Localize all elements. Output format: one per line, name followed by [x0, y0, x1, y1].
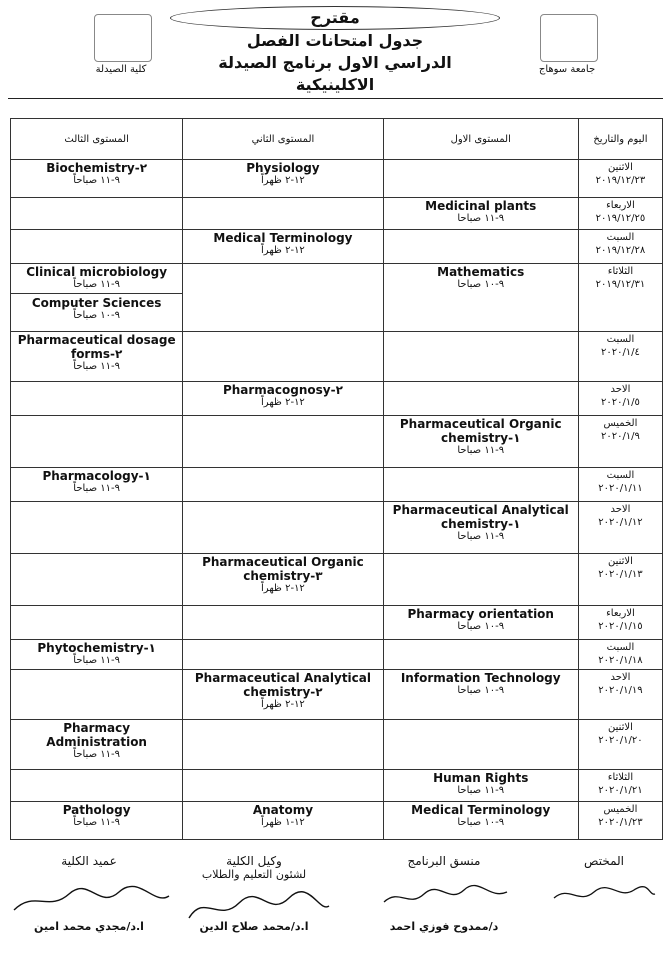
level-1-cell [383, 382, 578, 416]
date-cell [578, 606, 662, 640]
level-2-cell [183, 416, 383, 468]
level-3-cell [11, 198, 183, 230]
level-3-cell [11, 502, 183, 554]
signature-scribble [4, 880, 174, 920]
signature-area [0, 854, 669, 954]
day-label: الاثنين [607, 162, 633, 173]
date-value: ٢٠٢٠/١/٥ [600, 397, 640, 408]
exam-time: ٩-١٠ صباحا [457, 817, 505, 828]
header-rule [8, 98, 663, 99]
level-3-cell [11, 640, 183, 670]
subject-name: Human Rights [433, 771, 529, 785]
subject-name: Pharmacology-١ [42, 469, 151, 483]
table-row [11, 468, 663, 502]
level-1-cell [383, 802, 578, 840]
date-cell [578, 554, 662, 606]
level-2-cell [183, 382, 383, 416]
faculty-logo [94, 14, 152, 62]
table-row [11, 198, 663, 230]
level-2-cell [183, 502, 383, 554]
level-2-cell [183, 802, 383, 840]
date-cell [578, 198, 662, 230]
proposal-mark: مقترح [170, 6, 500, 30]
date-value: ٢٠٢٠/١/٩ [600, 431, 640, 442]
exam-time: ٩-١١ صباحاً [73, 749, 120, 760]
day-label: السبت [606, 642, 635, 653]
subject-name: Information Technology [400, 671, 561, 685]
subject-name: Pharmaceutical dosage forms-٢ [17, 333, 176, 361]
exam-time: ٩-١١ صباحا [457, 445, 505, 456]
level-1-cell [383, 670, 578, 720]
level-2-cell [183, 554, 383, 606]
date-value: ٢٠١٩/١٢/٢٥ [595, 213, 646, 224]
day-label: الثلاثاء [607, 772, 634, 783]
table-row [11, 606, 663, 640]
level-1-cell [383, 230, 578, 264]
subject-name: Clinical microbiology [26, 265, 168, 279]
level-2-cell [183, 160, 383, 198]
exam-time: ٩-١١ صباحاً [73, 279, 120, 290]
coordinator-signature: منسق البرنامج د/ممدوح فوزي احمد [369, 854, 519, 934]
level-2-cell [183, 720, 383, 770]
level-2-cell [183, 468, 383, 502]
exam-time: ١٢-٢ ظهراً [261, 583, 305, 594]
subject-name: Pharmacognosy-٢ [222, 383, 343, 397]
vice-dean-signature: وكيل الكلية لشئون التعليم والطلاب ا.د/محمد صلاح الدين [169, 854, 339, 934]
subject-name: Pharmacy Administration [46, 721, 147, 749]
date-value: ٢٠٢٠/١/١٣ [598, 569, 643, 580]
level-2-cell [183, 670, 383, 720]
day-label: الخميس [603, 804, 638, 815]
level-3-cell [11, 230, 183, 264]
day-label: الاثنين [607, 722, 633, 733]
table-row [11, 554, 663, 606]
table-header-row [11, 119, 663, 160]
subject-name: Pharmaceutical Analytical chemistry-٢ [194, 671, 371, 699]
document-title [170, 6, 500, 96]
exam-time: ٩-١١ صباحا [457, 785, 505, 796]
day-label: السبت [606, 232, 635, 243]
header-level-2: المستوى الثاني [183, 119, 383, 160]
level-2-cell [183, 332, 383, 382]
signature-scribble [169, 888, 339, 928]
level-1-cell [383, 640, 578, 670]
title-line-3: الاكلينيكية [295, 75, 375, 94]
subject-name: Medicinal plants [425, 199, 537, 213]
level-3-cell [11, 468, 183, 502]
date-cell [578, 502, 662, 554]
signature-scribble [369, 880, 519, 914]
date-cell [578, 670, 662, 720]
exam-time: ١٢-١ ظهراً [261, 817, 305, 828]
date-value: ٢٠٢٠/١/١٢ [598, 517, 643, 528]
date-cell [578, 802, 662, 840]
title-line-1: جدول امتحانات الفصل [246, 31, 424, 50]
date-cell [578, 640, 662, 670]
exam-time: ٩-١٠ صباحا [457, 621, 505, 632]
level-3-cell [11, 332, 183, 382]
day-label: الخميس [603, 418, 638, 429]
subject-name: Pathology [62, 803, 131, 817]
exam-time: ٩-١١ صباحاً [73, 175, 120, 186]
subject-name: Computer Sciences [31, 296, 162, 310]
level-3-cell [11, 416, 183, 468]
subject-name: Biochemistry-٢ [46, 161, 148, 175]
university-logo [540, 14, 598, 62]
header-date: اليوم والتاريخ [578, 119, 662, 160]
date-value: ٢٠٢٠/١/٤ [600, 347, 640, 358]
level-2-cell [183, 264, 383, 332]
date-cell [578, 720, 662, 770]
date-value: ٢٠٢٠/١/١٥ [598, 621, 643, 632]
date-cell [578, 160, 662, 198]
exam-time: ٩-١١ صباحاً [73, 817, 120, 828]
day-label: السبت [606, 334, 635, 345]
day-label: الاحد [610, 504, 631, 515]
level-1-cell [383, 502, 578, 554]
second-exam [11, 293, 182, 322]
exam-schedule-table [10, 118, 663, 840]
level-1-cell [383, 606, 578, 640]
faculty-caption: كلية الصيدلة [95, 64, 147, 75]
date-value: ٢٠٢٠/١/١٩ [598, 685, 643, 696]
table-row [11, 160, 663, 198]
date-cell [578, 468, 662, 502]
header-level-1: المستوى الاول [383, 119, 578, 160]
subject-name: Pharmacy orientation [407, 607, 554, 621]
date-value: ٢٠٢٠/١/٢٣ [598, 817, 643, 828]
subject-name: Medical Terminology [411, 803, 551, 817]
date-cell [578, 416, 662, 468]
signature-scribble [549, 880, 659, 910]
level-2-cell [183, 198, 383, 230]
table-row [11, 332, 663, 382]
exam-time: ٩-١١ صباحا [457, 213, 505, 224]
table-row [11, 502, 663, 554]
level-3-cell [11, 670, 183, 720]
date-value: ٢٠٢٠/١/٢١ [598, 785, 643, 796]
exam-time: ١٢-٢ ظهراً [261, 175, 305, 186]
level-1-cell [383, 554, 578, 606]
day-label: الاثنين [607, 556, 633, 567]
level-3-cell [11, 160, 183, 198]
subject-name: Pharmaceutical Organic chemistry-١ [399, 417, 562, 445]
table-row [11, 802, 663, 840]
header-level-3: المستوى الثالث [11, 119, 183, 160]
table-row [11, 670, 663, 720]
subject-name: Mathematics [437, 265, 525, 279]
exam-time: ١٢-٢ ظهراً [261, 397, 305, 408]
day-label: الاحد [610, 672, 631, 683]
date-value: ٢٠١٩/١٢/٢٣ [595, 175, 646, 186]
day-label: الاربعاء [606, 200, 635, 211]
date-value: ٢٠٢٠/١/٢٠ [598, 735, 643, 746]
university-caption: جامعة سوهاج [538, 64, 596, 75]
date-cell [578, 230, 662, 264]
date-cell [578, 770, 662, 802]
exam-time: ٩-١١ صباحاً [73, 483, 120, 494]
level-3-cell [11, 802, 183, 840]
subject-name: Pharmaceutical Organic chemistry-٣ [202, 555, 364, 583]
table-row [11, 416, 663, 468]
level-1-cell [383, 468, 578, 502]
table-row [11, 230, 663, 264]
table-row [11, 264, 663, 332]
table-row [11, 382, 663, 416]
level-3-cell [11, 264, 183, 332]
date-value: ٢٠٢٠/١/١٨ [598, 655, 643, 666]
table-row [11, 720, 663, 770]
day-label: الاحد [610, 384, 631, 395]
date-cell [578, 382, 662, 416]
level-3-cell [11, 720, 183, 770]
exam-time: ٩-١١ صباحاً [73, 361, 120, 372]
level-3-cell [11, 382, 183, 416]
level-3-cell [11, 554, 183, 606]
exam-time: ٩-١١ صباحا [457, 531, 505, 542]
level-1-cell [383, 332, 578, 382]
subject-name: Anatomy [252, 803, 314, 817]
date-value: ٢٠٢٠/١/١١ [598, 483, 643, 494]
title-line-2: الدراسي الاول برنامج الصيدلة [218, 53, 452, 72]
level-1-cell [383, 416, 578, 468]
level-1-cell [383, 160, 578, 198]
level-3-cell [11, 606, 183, 640]
day-label: الاربعاء [606, 608, 635, 619]
dean-signature: عميد الكلية ا.د/مجدي محمد امين [4, 854, 174, 934]
exam-time: ٩-١٠ صباحا [457, 685, 505, 696]
level-3-cell [11, 770, 183, 802]
date-cell [578, 332, 662, 382]
level-1-cell [383, 770, 578, 802]
date-value: ٢٠١٩/١٢/٢٨ [595, 245, 646, 256]
day-label: السبت [606, 470, 635, 481]
level-2-cell [183, 606, 383, 640]
subject-name: Physiology [246, 161, 320, 175]
subject-name: Medical Terminology [213, 231, 353, 245]
date-value: ٢٠١٩/١٢/٣١ [595, 279, 646, 290]
day-label: الثلاثاء [607, 266, 634, 277]
specialist-signature: المختص [549, 854, 659, 868]
level-2-cell [183, 230, 383, 264]
exam-time: ٩-١٠ صباحاً [73, 310, 120, 321]
table-row [11, 640, 663, 670]
level-1-cell [383, 720, 578, 770]
subject-name: Phytochemistry-١ [37, 641, 156, 655]
date-cell [578, 264, 662, 332]
level-1-cell [383, 198, 578, 230]
table-row [11, 770, 663, 802]
level-2-cell [183, 770, 383, 802]
subject-name: Pharmaceutical Analytical chemistry-١ [392, 503, 569, 531]
exam-time: ١٢-٢ ظهراً [261, 699, 305, 710]
level-2-cell [183, 640, 383, 670]
exam-time: ٩-١٠ صباحا [457, 279, 505, 290]
level-1-cell [383, 264, 578, 332]
exam-time: ٩-١١ صباحاً [73, 655, 120, 666]
exam-time: ١٢-٢ ظهراً [261, 245, 305, 256]
